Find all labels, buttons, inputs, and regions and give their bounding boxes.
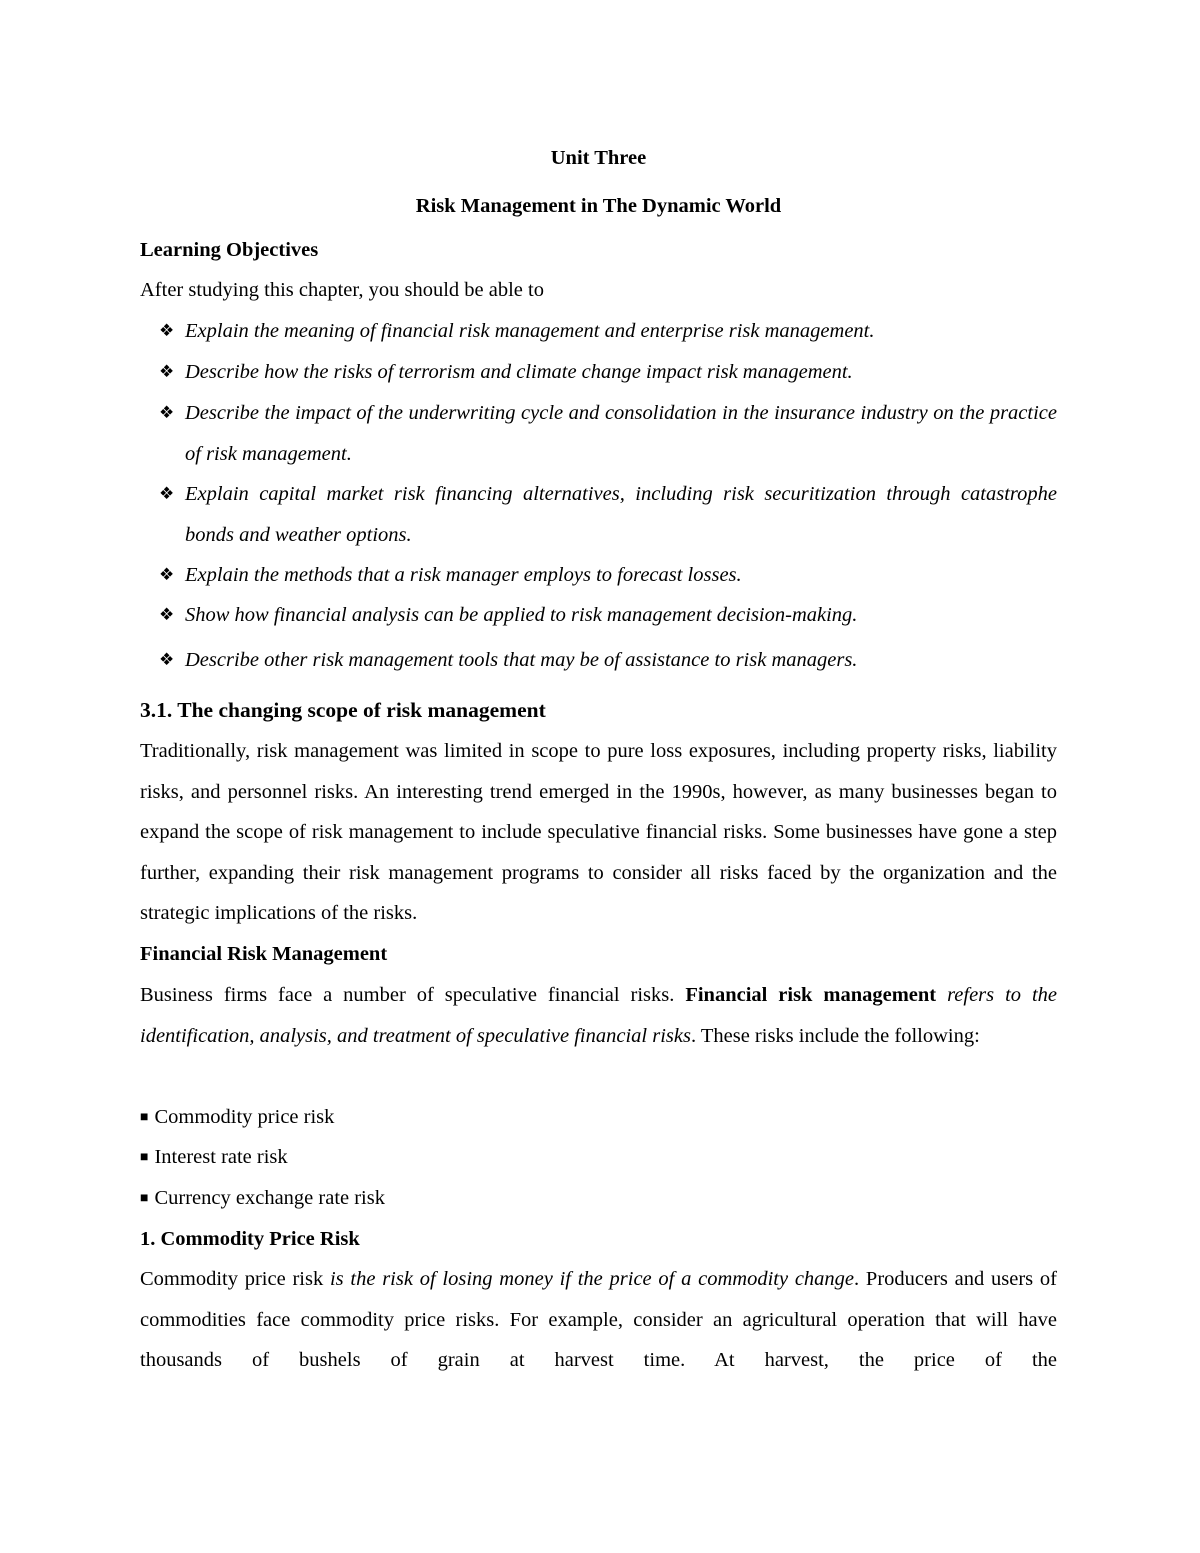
frm-paragraph: Business firms face a number of speculative financial risks. Financial risk management refers to the identification, analysis, and treatment of speculative financial risks. These risks include the following: — [140, 984, 1057, 1047]
cpr-paragraph: Commodity price risk is the risk of losing money if the price of a commodity change. Producers and users of commodities face commodity price risks. For example, consider an agricultural operation that will have thousands of bushels of grain at harvest time. At harvest, the price of the — [140, 1268, 1057, 1372]
objective-item: ❖ Explain the methods that a risk manager employs to forecast losses. — [185, 555, 1057, 596]
diamond-bullet-icon: ❖ — [159, 650, 175, 669]
diamond-bullet-icon: ❖ — [159, 605, 175, 624]
section-heading: 3.1. The changing scope of risk management — [140, 698, 546, 722]
objectives-heading: Learning Objectives — [140, 239, 319, 261]
diamond-bullet-icon: ❖ — [159, 321, 175, 340]
page-title: Unit Three — [550, 147, 647, 169]
risk-list-item: ■ Currency exchange rate risk — [140, 1187, 385, 1209]
objective-item: ❖ Describe the impact of the underwriting cycle and consolidation in the insurance industry on the practice of risk management. — [185, 393, 1057, 474]
risk-list-item: ■ Interest rate risk — [140, 1146, 288, 1168]
objective-item: ❖ Explain the meaning of financial risk management and enterprise risk management. — [185, 311, 1057, 352]
risk-list-item: ■ Commodity price risk — [140, 1106, 335, 1128]
page-subtitle: Risk Management in The Dynamic World — [415, 195, 782, 217]
square-bullet-icon: ■ — [140, 1150, 149, 1165]
square-bullet-icon: ■ — [140, 1110, 149, 1125]
diamond-bullet-icon: ❖ — [159, 362, 175, 381]
square-bullet-icon: ■ — [140, 1191, 149, 1206]
frm-heading: Financial Risk Management — [140, 943, 388, 965]
section-paragraph: Traditionally, risk management was limited in scope to pure loss exposures, including property risks, liability risks, and personnel risks. An interesting trend emerged in the 1990s, however, as many businesses began to expand the scope of risk management to include speculative financial risks. Some businesses have gone a step further, expanding their risk management programs to consider all risks faced by the organization and the strategic implications of the risks. — [140, 740, 1057, 925]
objective-item: ❖ Show how financial analysis can be applied to risk management decision-making. — [185, 595, 1057, 636]
objectives-intro: After studying this chapter, you should be able to — [140, 279, 544, 301]
objective-item: ❖ Describe other risk management tools that may be of assistance to risk managers. — [185, 640, 1057, 681]
diamond-bullet-icon: ❖ — [159, 565, 175, 584]
objective-item: ❖ Describe how the risks of terrorism and climate change impact risk management. — [185, 352, 1057, 393]
diamond-bullet-icon: ❖ — [159, 403, 175, 422]
cpr-heading: 1. Commodity Price Risk — [140, 1228, 360, 1250]
objective-item: ❖ Explain capital market risk financing alternatives, including risk securitization through catastrophe bonds and weather options. — [185, 474, 1057, 555]
diamond-bullet-icon: ❖ — [159, 484, 175, 503]
